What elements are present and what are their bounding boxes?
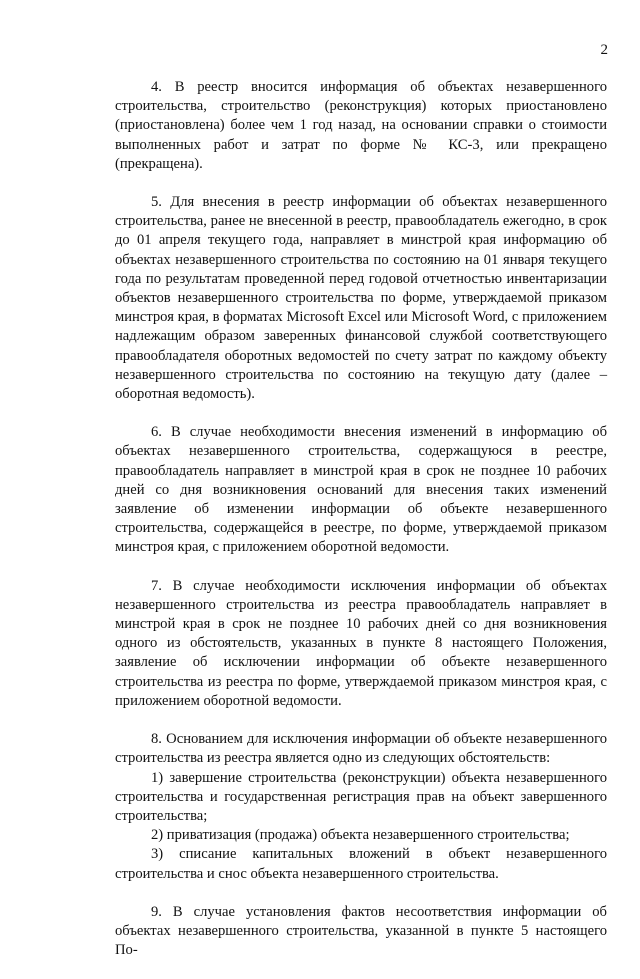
document-body [115, 78, 607, 979]
paragraph-8-item-1: 1) завершение строительства (реконструкции) объекта незавершенного строительства и государственная регистрация прав на объект завершенного строительства; [115, 769, 607, 824]
paragraph-8-item-3: 3) списание капитальных вложений в объект незавершенного строительства и снос объекта незавершенного строительства. [115, 846, 607, 882]
paragraph-4: 4. В реестр вносится информация об объектах незавершенного строительства, строительство (реконструкция) которых приостановлено (приостановлена) более чем 1 год назад, на основании справки о стоимости выполненных работ и затрат по форме № КС-3, или прекращено (прекращена). [115, 79, 607, 172]
paragraph-9: 9. В случае установления фактов несоответствия информации об объектах незавершенного строительства, указанной в пункте 5 настоящего По- [115, 903, 607, 959]
paragraph-6: 6. В случае необходимости внесения изменений в информацию об объектах незавершенного строительства, содержащуюся в реестре, правообладатель направляет в минстрой края в срок не позднее 10 рабочих дней со дня возникновения оснований для внесения таких изменений заявление об изменении информации об объекте незавершенного строительства, содержащейся в реестре, по форме, утверждаемой приказом минстроя края, с приложением оборотной ведомости. [115, 424, 607, 556]
paragraph-7: 7. В случае необходимости исключения информации об объектах незавершенного строительства из реестра правообладатель направляет в минстрой края в срок не позднее 10 рабочих дней со дня возникновения одного из обстоятельств, указанных в пункте 8 настоящего Положения, заявление об исключении информации об объекте незавершенного строительства из реестра по форме, утверждаемой приказом минстроя края, с приложением оборотной ведомости. [115, 577, 607, 709]
page-number: 2 [600, 42, 608, 58]
paragraph-8-item-2: 2) приватизация (продажа) объекта незавершенного строительства; [151, 827, 570, 844]
paragraph-5: 5. Для внесения в реестр информации об объектах незавершенного строительства, ранее не внесенной в реестр, правообладатель ежегодно, в срок до 01 апреля текущего года, направляет в минстрой края информацию об объектах незавершенного строительства по состоянию на 01 января текущего года по результатам проведенной перед годовой отчетностью инвентаризации объектов незавершенного строительства по форме, утверждаемой приказом минстроя края, в форматах Microsoft Excel или Microsoft Word, с приложением надлежащим образом заверенных финансовой службой соответствующего правообладателя оборотных ведомостей по счету затрат по каждому объекту незавершенного строительства по состоянию на текущую дату (далее – оборотная ведомость). [115, 194, 607, 403]
paragraph-8: 8. Основанием для исключения информации об объекте незавершенного строительства из реестра является одно из следующих обстоятельств: [115, 731, 607, 767]
